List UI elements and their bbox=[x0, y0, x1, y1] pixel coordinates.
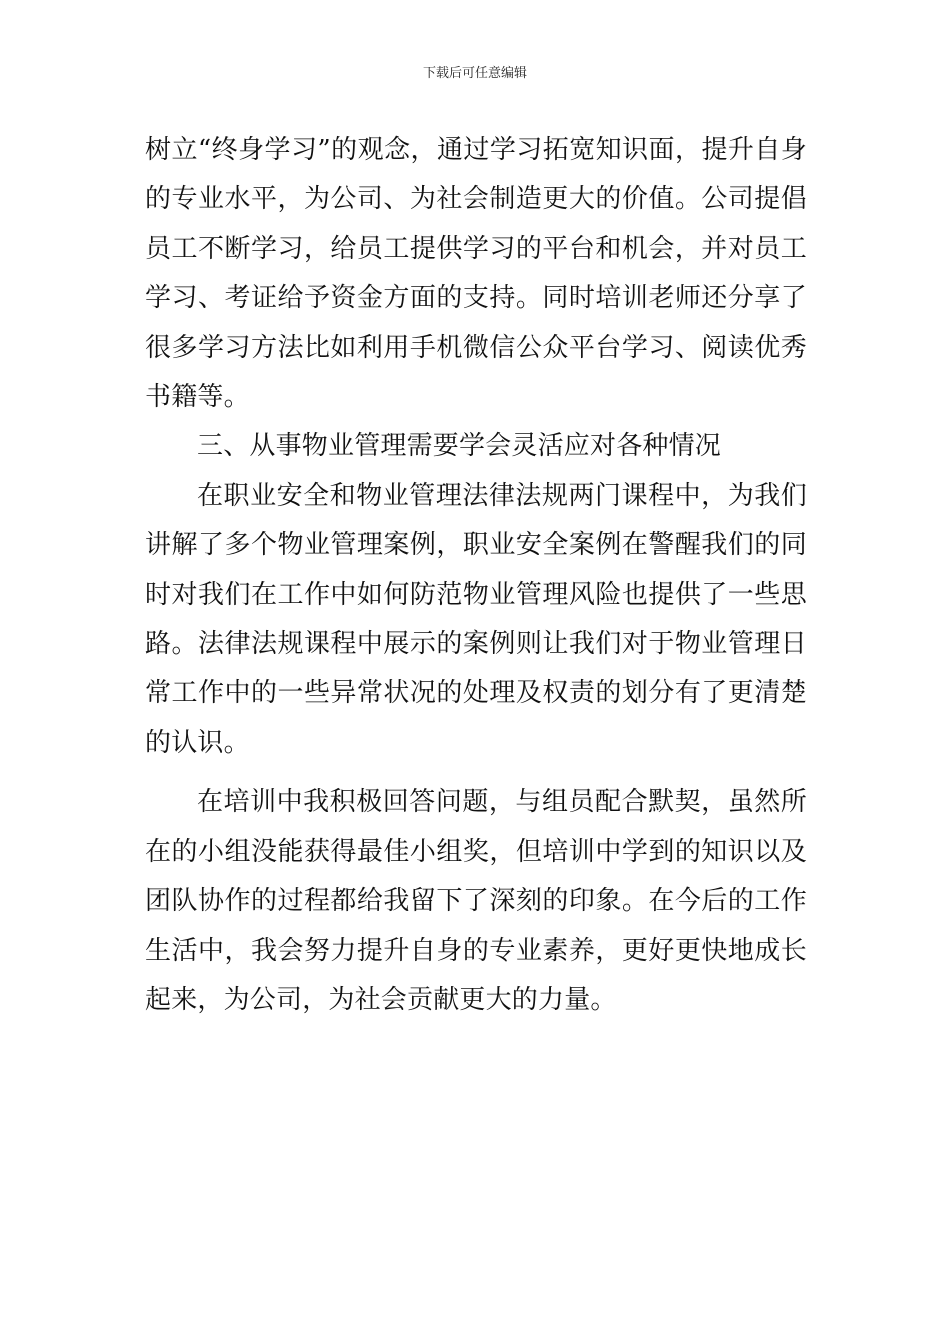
page-header: 下载后可任意编辑 bbox=[422, 66, 527, 81]
paragraph-conclusion: 在培训中我积极回答问题，与组员配合默契，虽然所在的小组没能获得最佳小组奖，但培训中学到的知识以及团队协作的过程都给我留下了深刻的印象。在今后的工作生活中，我会努力提升自身的专业素养，更好更快地成长起来，为公司，为社会贡献更大的力量。 bbox=[145, 787, 807, 1015]
document-body bbox=[145, 126, 807, 1025]
paragraph-property-law: 在职业安全和物业管理法律法规两门课程中，为我们讲解了多个物业管理案例，职业安全案例在警醒我们的同时对我们在工作中如何防范物业管理风险也提供了一些思路。法律法规课程中展示的案例则让我们对于物业管理日常工作中的一些异常状况的处理及权责的划分有了更清楚的认识。 bbox=[145, 480, 807, 758]
section-heading: 三、从事物业管理需要学会灵活应对各种情况 bbox=[197, 431, 722, 462]
paragraph-continuation: 树立“终身学习”的观念，通过学习拓宽知识面，提升自身的专业水平，为公司、为社会制造更大的价值。公司提倡员工不断学习，给员工提供学习的平台和机会，并对员工学习、考证给予资金方面的支持。同时培训老师还分享了很多学习方法比如利用手机微信公众平台学习、阅读优秀书籍等。 bbox=[145, 135, 807, 413]
